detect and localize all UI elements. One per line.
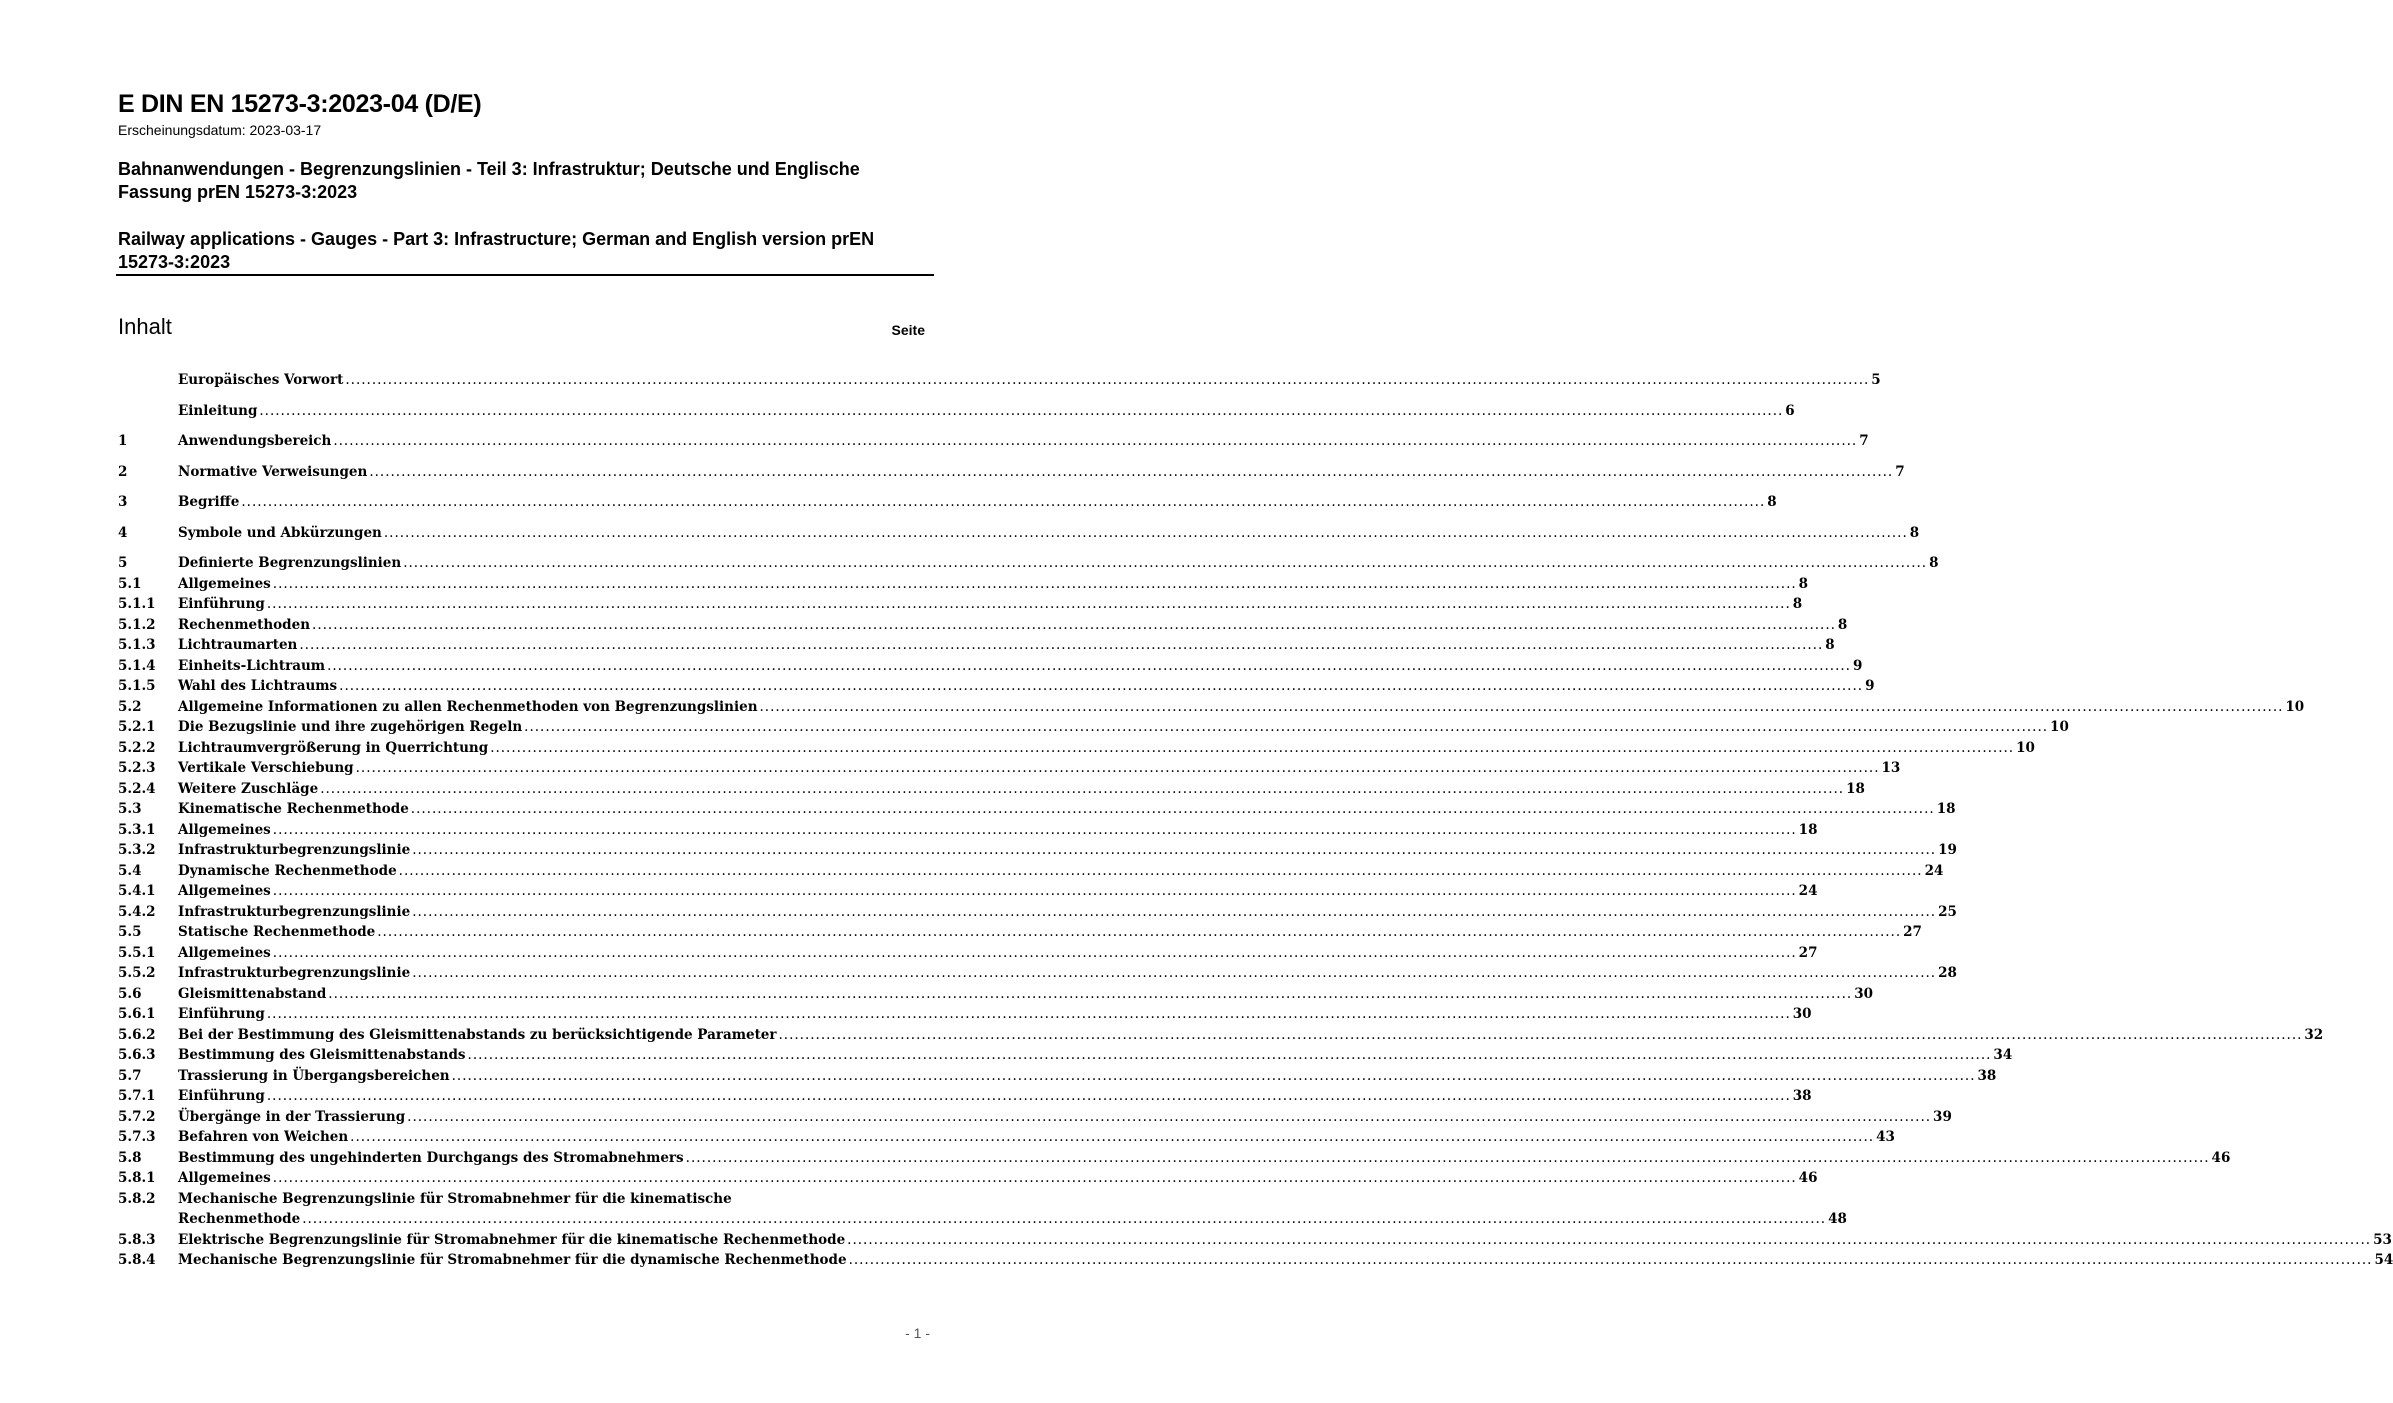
toc-entry-number: 5.1.1: [118, 596, 156, 612]
toc-entry-title: Trassierung in Übergangsbereichen: [178, 1066, 452, 1087]
toc-entry[interactable]: [118, 881, 1818, 902]
toc-entry[interactable]: [118, 840, 1957, 861]
dot-leader: [412, 963, 1936, 984]
toc-entry[interactable]: [118, 574, 1809, 595]
toc-entry-page: 24: [1923, 861, 1944, 882]
toc-entry-number: 5.1.2: [118, 616, 156, 633]
toc-entry-number: 5.8.3: [118, 1231, 156, 1248]
toc-entry-page: 27: [1901, 922, 1922, 943]
dot-leader: [327, 656, 1851, 677]
toc-entry-number: 5.3.2: [118, 842, 156, 858]
toc-entry-title: Infrastrukturbegrenzungslinie: [178, 840, 412, 861]
dot-leader: [356, 758, 1880, 779]
toc-entry-number: 3: [118, 494, 128, 510]
toc-entry-title: Einheits-Lichtraum: [178, 656, 327, 677]
toc-entry-page: 54: [2372, 1250, 2393, 1271]
toc-entry-page: 18: [1935, 799, 1956, 820]
toc-entry-page: 8: [1791, 594, 1802, 615]
dot-leader: [273, 574, 1797, 595]
dot-leader: [273, 1168, 1797, 1189]
toc-entry-page: 25: [1936, 902, 1957, 923]
dot-leader: [328, 984, 1852, 1005]
dot-leader: [320, 779, 1844, 800]
toc-entry[interactable]: [118, 401, 1795, 422]
toc-entry-number: 5.8.1: [118, 1170, 156, 1186]
toc-entry[interactable]: [118, 462, 1905, 483]
toc-entry-title: Übergänge in der Trassierung: [178, 1107, 407, 1128]
toc-entry-number: 5.1.3: [118, 637, 156, 653]
toc-entry[interactable]: [118, 984, 1873, 1005]
toc-entry[interactable]: [118, 676, 1875, 697]
toc-entry[interactable]: [118, 1086, 1812, 1107]
toc-entry-page: 7: [1893, 462, 1904, 483]
toc-entry-page: 19: [1936, 840, 1957, 861]
toc-entry-page: 8: [1823, 635, 1834, 656]
toc-entry[interactable]: [118, 431, 1869, 452]
toc-entry-title: Die Bezugslinie und ihre zugehörigen Regeln: [178, 717, 524, 738]
toc-entry[interactable]: [118, 943, 1818, 964]
dot-leader: [345, 370, 1869, 391]
toc-entry-number: 5.4.2: [118, 903, 156, 920]
toc-entry[interactable]: [118, 1148, 2231, 1169]
toc-entry-title: Weitere Zuschläge: [178, 779, 320, 800]
dot-leader: [273, 943, 1797, 964]
page-number: - 1 -: [905, 1325, 930, 1341]
toc-entry-page: 8: [1797, 574, 1808, 595]
toc-entry-page: 30: [1852, 984, 1873, 1005]
toc-entry-number: 5.2.3: [118, 760, 156, 776]
header-divider: [116, 274, 934, 276]
toc-heading: Inhalt: [118, 314, 172, 339]
dot-leader: [273, 820, 1797, 841]
dot-leader: [267, 1004, 1791, 1025]
toc-entry-number: 5.2.2: [118, 739, 156, 756]
toc-entry-title: Bestimmung des Gleismittenabstands: [178, 1045, 468, 1066]
toc-entry-number: 5.5.2: [118, 965, 156, 981]
toc-entry-page: 8: [1927, 553, 1938, 574]
dot-leader: [259, 401, 1783, 422]
toc-entry[interactable]: [118, 963, 1957, 984]
toc-entry[interactable]: [118, 1127, 1895, 1148]
dot-leader: [524, 717, 2048, 738]
toc-entry-number: 5.1.5: [118, 678, 156, 694]
toc-entry-number: 5.7.3: [118, 1129, 156, 1145]
title-german: Bahnanwendungen - Begrenzungslinien - Teil 3: Infrastruktur; Deutsche und Englische Fassung prEN 15273-3:2023: [118, 159, 860, 202]
dot-leader: [452, 1066, 1976, 1087]
toc-entry-number: 5.6.2: [118, 1026, 156, 1043]
dot-leader: [312, 615, 1836, 636]
toc-entry[interactable]: [118, 779, 1865, 800]
toc-entry-title: Wahl des Lichtraums: [178, 676, 339, 697]
toc-entry[interactable]: [118, 1045, 2013, 1066]
toc-entry-page: 53: [2371, 1230, 2392, 1251]
toc-entry-page: 9: [1851, 656, 1862, 677]
toc-entry-number: 5.7.2: [118, 1108, 156, 1125]
dot-leader: [399, 861, 1923, 882]
toc-entry-number: 5.2.1: [118, 719, 156, 735]
toc-entry[interactable]: [118, 523, 1920, 544]
toc-entry[interactable]: [118, 922, 1922, 943]
toc-entry-title: Rechenmethoden: [178, 615, 312, 636]
toc-entry-page: 8: [1765, 492, 1776, 513]
toc-entry-title: Einleitung: [178, 401, 259, 422]
toc-entry[interactable]: [118, 1004, 1812, 1025]
toc-entry-page: 38: [1976, 1066, 1997, 1087]
dot-leader: [273, 881, 1797, 902]
toc-entry[interactable]: [118, 370, 1881, 391]
toc-entry-title: Mechanische Begrenzungslinie für Stromabnehmer für die dynamische Rechenmethode: [178, 1250, 849, 1271]
toc-entry-page: 10: [2014, 738, 2035, 759]
dot-leader: [411, 799, 1935, 820]
toc-entry-page: 9: [1863, 676, 1874, 697]
toc-entry-title: Allgemeines: [178, 943, 273, 964]
toc-entry[interactable]: [118, 1189, 1847, 1230]
toc-entry-title: Normative Verweisungen: [178, 462, 369, 483]
title-english: Railway applications - Gauges - Part 3: Infrastructure; German and English version prEN 15273-3:2023: [118, 229, 875, 272]
dot-leader: [369, 462, 1893, 483]
toc-entry-title: Statische Rechenmethode: [178, 922, 377, 943]
dot-leader: [339, 676, 1863, 697]
toc-entry-page: 46: [2210, 1148, 2231, 1169]
toc-entry-page: 18: [1844, 779, 1865, 800]
toc-entry-number: 5.8: [118, 1149, 142, 1166]
toc-entry-page: 24: [1797, 881, 1818, 902]
toc-entry[interactable]: [118, 635, 1835, 656]
toc-entry[interactable]: [118, 738, 2035, 759]
toc-entry[interactable]: [118, 820, 1818, 841]
toc-entry-title: Begriffe: [178, 492, 241, 513]
toc-entry-title-continued: Rechenmethode: [178, 1209, 302, 1230]
dot-leader: [377, 922, 1901, 943]
toc-entry[interactable]: [118, 656, 1863, 677]
dot-leader: [299, 635, 1823, 656]
toc-entry-title: Allgemeine Informationen zu allen Rechenmethoden von Begrenzungslinien: [178, 697, 760, 718]
toc-entry[interactable]: [118, 1230, 2392, 1251]
toc-entry-title: Einführung: [178, 594, 267, 615]
toc-entry-title: Gleismittenabstand: [178, 984, 328, 1005]
toc-entry-page: 5: [1869, 370, 1880, 391]
toc-entry-title: Kinematische Rechenmethode: [178, 799, 411, 820]
toc-entry-number: 5.5: [118, 924, 142, 940]
toc-entry-number: 5.6.3: [118, 1047, 156, 1063]
toc-entry[interactable]: [118, 594, 1803, 615]
toc-entry-number: 5.7: [118, 1067, 142, 1084]
dot-leader: [403, 553, 1927, 574]
toc-entry-number: 5.4: [118, 862, 142, 879]
toc-entry-number: 5.5.1: [118, 944, 156, 961]
toc-entry-title: Infrastrukturbegrenzungslinie: [178, 902, 412, 923]
toc-entry-title: Definierte Begrenzungslinien: [178, 553, 403, 574]
dot-leader: [302, 1209, 1826, 1230]
toc-entry-page: 18: [1797, 820, 1818, 841]
toc-entry-page: 7: [1857, 431, 1868, 452]
toc-entry[interactable]: [118, 615, 1848, 636]
toc-entry-page: 46: [1797, 1168, 1818, 1189]
toc-entry-number: 5.6.1: [118, 1006, 156, 1022]
toc-entry-title: Symbole und Abkürzungen: [178, 523, 384, 544]
toc-entry-number: 1: [118, 433, 128, 449]
toc-entry-title: Allgemeines: [178, 574, 273, 595]
toc-entry-page: 10: [2283, 697, 2304, 718]
toc-entry[interactable]: [118, 492, 1777, 513]
toc-entry-page: 43: [1874, 1127, 1895, 1148]
toc-entry[interactable]: [118, 1025, 2324, 1046]
dot-leader: [686, 1148, 2210, 1169]
toc-entry-page: 34: [1991, 1045, 2012, 1066]
toc-entry-number: 5.1.4: [118, 657, 156, 674]
toc-entry-number: 4: [118, 524, 128, 541]
dot-leader: [847, 1230, 2371, 1251]
dot-leader: [333, 431, 1857, 452]
toc-entry-title: Einführung: [178, 1086, 267, 1107]
toc-entry-number: 5.4.1: [118, 883, 156, 899]
table-of-contents: [118, 370, 2393, 1271]
toc-entry-title: Allgemeines: [178, 820, 273, 841]
toc-entry[interactable]: [118, 1250, 2393, 1271]
toc-entry-page: 8: [1908, 523, 1919, 544]
toc-entry[interactable]: [118, 697, 2305, 718]
toc-entry-title: Anwendungsbereich: [178, 431, 333, 452]
toc-entry-title: Vertikale Verschiebung: [178, 758, 356, 779]
toc-entry[interactable]: [118, 799, 1956, 820]
toc-entry-page: 48: [1826, 1209, 1847, 1230]
toc-entry[interactable]: [118, 553, 1939, 574]
toc-entry-number: 5: [118, 555, 128, 571]
toc-entry[interactable]: [118, 1066, 1997, 1087]
publication-date: Erscheinungsdatum: 2023-03-17: [118, 122, 322, 138]
toc-entry-title: Lichtraumvergrößerung in Querrichtung: [178, 738, 490, 759]
toc-entry-page: 28: [1936, 963, 1957, 984]
toc-entry[interactable]: [118, 1107, 1952, 1128]
toc-entry-title: Einführung: [178, 1004, 267, 1025]
dot-leader: [407, 1107, 1931, 1128]
dot-leader: [468, 1045, 1992, 1066]
toc-entry-title: Infrastrukturbegrenzungslinie: [178, 963, 412, 984]
dot-leader: [267, 1086, 1791, 1107]
document-id: E DIN EN 15273-3:2023-04 (D/E): [118, 90, 482, 118]
toc-entry-title: Bestimmung des ungehinderten Durchgangs des Stromabnehmers: [178, 1148, 686, 1169]
dot-leader: [490, 738, 2014, 759]
toc-entry-title: Lichtraumarten: [178, 635, 299, 656]
toc-entry-title: Bei der Bestimmung des Gleismittenabstands zu berücksichtigende Parameter: [178, 1025, 779, 1046]
dot-leader: [849, 1250, 2373, 1271]
toc-entry-number: 5.3: [118, 801, 142, 817]
toc-entry-number: 5.8.4: [118, 1252, 156, 1268]
dot-leader: [412, 840, 1936, 861]
toc-entry-number: 2: [118, 463, 128, 480]
toc-entry-page: 30: [1791, 1004, 1812, 1025]
toc-entry-number: 5.6: [118, 985, 142, 1002]
toc-entry[interactable]: [118, 717, 2069, 738]
toc-entry-title: Europäisches Vorwort: [178, 370, 345, 391]
dot-leader: [350, 1127, 1874, 1148]
toc-entry-page: 10: [2048, 717, 2069, 738]
toc-entry-page: 27: [1797, 943, 1818, 964]
toc-page-label: Seite: [891, 322, 925, 338]
dot-leader: [760, 697, 2284, 718]
toc-entry-page: 6: [1783, 401, 1794, 422]
toc-entry-page: 39: [1931, 1107, 1952, 1128]
toc-entry-title: Allgemeines: [178, 881, 273, 902]
toc-entry-title: Dynamische Rechenmethode: [178, 861, 399, 882]
toc-entry[interactable]: [118, 902, 1957, 923]
toc-entry-title: Befahren von Weichen: [178, 1127, 350, 1148]
toc-entry[interactable]: [118, 758, 1901, 779]
toc-entry-title: Allgemeines: [178, 1168, 273, 1189]
toc-entry-title: Elektrische Begrenzungslinie für Stromabnehmer für die kinematische Rechenmethode: [178, 1230, 847, 1251]
toc-entry-number: 5.3.1: [118, 821, 156, 838]
toc-entry-number: 5.7.1: [118, 1088, 156, 1104]
dot-leader: [267, 594, 1791, 615]
toc-entry-number: 5.8.2: [118, 1190, 156, 1207]
toc-entry-page: 32: [2302, 1025, 2323, 1046]
toc-entry-title: Mechanische Begrenzungslinie für Stromabnehmer für die kinematische: [178, 1190, 732, 1207]
toc-entry-page: 8: [1836, 615, 1847, 636]
dot-leader: [241, 492, 1765, 513]
toc-entry-number: 5.2.4: [118, 780, 156, 797]
dot-leader: [779, 1025, 2303, 1046]
dot-leader: [384, 523, 1908, 544]
toc-entry-page: 13: [1880, 758, 1901, 779]
dot-leader: [412, 902, 1936, 923]
toc-entry[interactable]: [118, 1168, 1818, 1189]
toc-entry-number: 5.1: [118, 575, 142, 592]
toc-entry-number: 5.2: [118, 698, 142, 715]
toc-entry[interactable]: [118, 861, 1944, 882]
toc-entry-page: 38: [1791, 1086, 1812, 1107]
